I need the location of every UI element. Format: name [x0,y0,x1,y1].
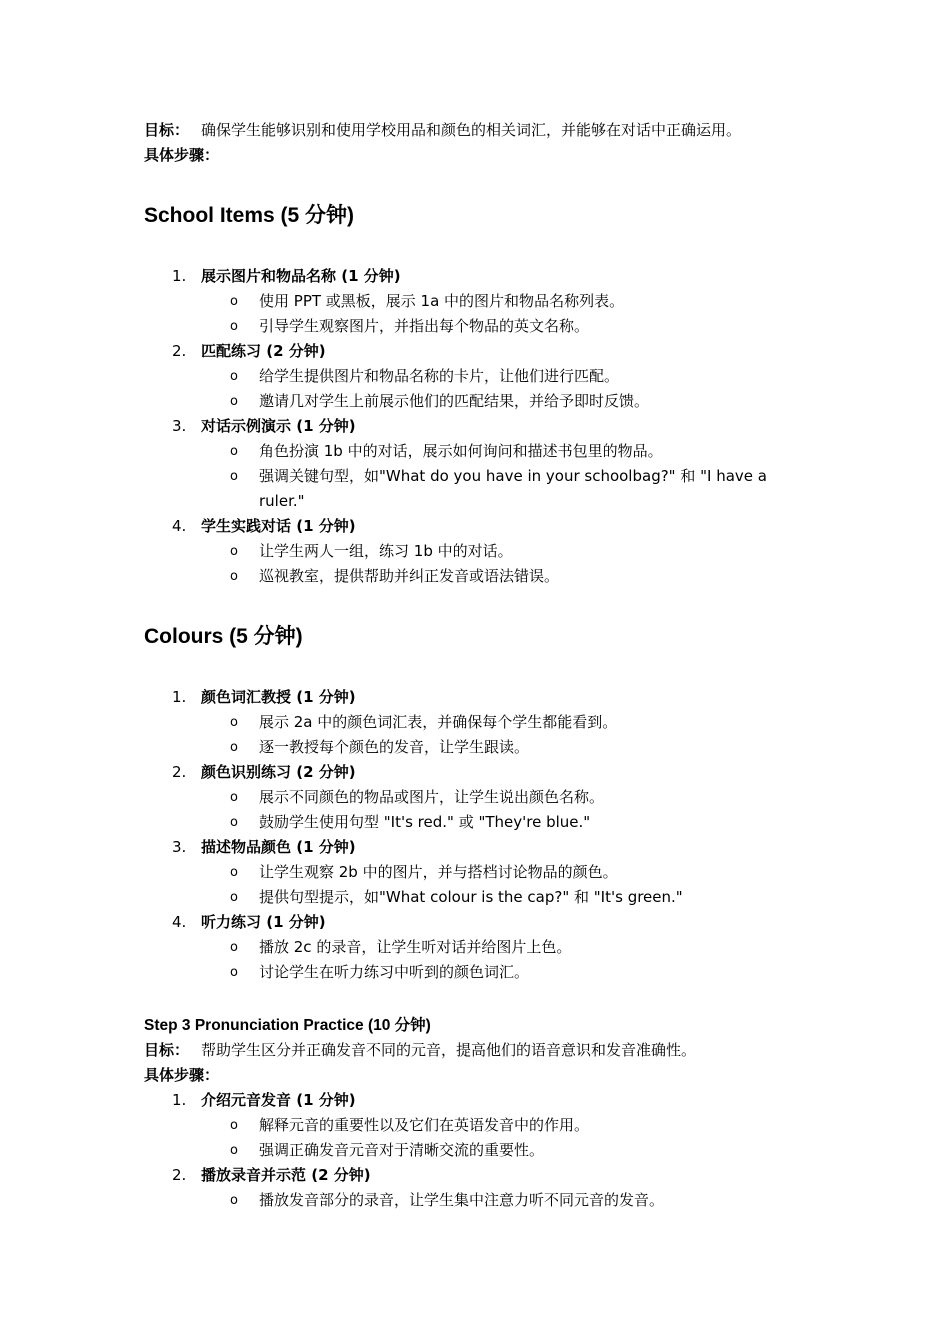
list-item [144,514,809,589]
step3-heading: Step 3 Pronunciation Practice (10 分钟) [144,1017,431,1034]
item-title: 描述物品颜色 (1 分钟) [201,838,356,856]
sub-item-text: 展示 2a 中的颜色词汇表，并确保每个学生都能看到。 [259,713,618,731]
sub-list-item [144,710,809,735]
step3-list [144,1088,809,1213]
sub-list-item [144,960,809,985]
sub-list-item [144,885,809,910]
item-number: 1. [172,267,187,285]
section-heading-school-items: School Items (5 分钟) [144,204,355,227]
list-item [144,835,809,910]
section-heading-colours: Colours (5 分钟) [144,625,303,648]
goal-label: 目标： [144,1041,190,1059]
sub-item-text: 引导学生观察图片，并指出每个物品的英文名称。 [259,317,590,335]
step3-goal [144,1038,809,1063]
steps-label: 具体步骤： [144,146,220,164]
circle-bullet-icon: o [230,790,238,805]
circle-bullet-icon: o [230,1193,238,1208]
colours-list [144,685,809,985]
circle-bullet-icon: o [230,715,238,730]
circle-bullet-icon: o [230,544,238,559]
list-item [144,685,809,760]
sub-item-text: 让学生观察 2b 中的图片，并与搭档讨论物品的颜色。 [259,863,618,881]
sub-item-text: 给学生提供图片和物品名称的卡片，让他们进行匹配。 [259,367,620,385]
item-title: 颜色识别练习 (2 分钟) [201,763,356,781]
school-items-list [144,264,809,589]
goal-text: 确保学生能够识别和使用学校用品和颜色的相关词汇，并能够在对话中正确运用。 [201,121,742,139]
list-item [144,910,809,985]
sub-item-text: 巡视教室，提供帮助并纠正发音或语法错误。 [259,567,560,585]
sub-list-item [144,464,809,514]
item-title: 匹配练习 (2 分钟) [201,342,326,360]
list-item [144,1088,809,1163]
steps-label: 具体步骤： [144,1066,220,1084]
item-title: 播放录音并示范 (2 分钟) [201,1166,371,1184]
item-title: 听力练习 (1 分钟) [201,913,326,931]
item-number: 4. [172,913,187,931]
sub-list-item [144,1113,809,1138]
circle-bullet-icon: o [230,965,238,980]
sub-list-item [144,389,809,414]
item-number: 2. [172,763,187,781]
sub-list-item [144,564,809,589]
item-title: 介绍元音发音 (1 分钟) [201,1091,356,1109]
sub-list-item [144,935,809,960]
circle-bullet-icon: o [230,1118,238,1133]
circle-bullet-icon: o [230,294,238,309]
sub-item-text: 使用 PPT 或黑板，展示 1a 中的图片和物品名称列表。 [259,292,625,310]
item-number: 1. [172,1091,187,1109]
sub-item-text: 提供句型提示，如"What colour is the cap?" 和 "It's green." [259,888,683,906]
list-item [144,339,809,414]
sub-item-text: 展示不同颜色的物品或图片，让学生说出颜色名称。 [259,788,605,806]
circle-bullet-icon: o [230,444,238,459]
sub-item-text: 鼓励学生使用句型 "It's red." 或 "They're blue." [259,813,591,831]
sub-item-text: 播放 2c 的录音，让学生听对话并给图片上色。 [259,938,572,956]
circle-bullet-icon: o [230,394,238,409]
sub-list-item [144,539,809,564]
sub-list-item [144,314,809,339]
circle-bullet-icon: o [230,569,238,584]
item-number: 3. [172,838,187,856]
circle-bullet-icon: o [230,469,238,484]
intro-goal [144,118,809,143]
sub-item-text: 逐一教授每个颜色的发音，让学生跟读。 [259,738,530,756]
sub-item-text: 让学生两人一组，练习 1b 中的对话。 [259,542,513,560]
item-number: 2. [172,342,187,360]
circle-bullet-icon: o [230,940,238,955]
sub-list-item [144,1138,809,1163]
sub-list-item [144,289,809,314]
sub-list-item [144,860,809,885]
goal-text: 帮助学生区分并正确发音不同的元音，提高他们的语音意识和发音准确性。 [201,1041,697,1059]
goal-label: 目标： [144,121,190,139]
item-number: 3. [172,417,187,435]
sub-item-text: 角色扮演 1b 中的对话，展示如何询问和描述书包里的物品。 [259,442,663,460]
sub-list-item [144,785,809,810]
list-item [144,264,809,339]
circle-bullet-icon: o [230,740,238,755]
sub-list-item [144,735,809,760]
item-number: 4. [172,517,187,535]
list-item [144,414,809,514]
item-number: 2. [172,1166,187,1184]
item-title: 颜色词汇教授 (1 分钟) [201,688,356,706]
sub-item-text: 讨论学生在听力练习中听到的颜色词汇。 [259,963,530,981]
sub-list-item [144,364,809,389]
circle-bullet-icon: o [230,890,238,905]
sub-item-text: 强调关键句型，如"What do you have in your schoolbag?" 和 "I have a ruler." [259,467,767,510]
circle-bullet-icon: o [230,369,238,384]
circle-bullet-icon: o [230,815,238,830]
sub-item-text: 强调正确发音元音对于清晰交流的重要性。 [259,1141,545,1159]
circle-bullet-icon: o [230,1143,238,1158]
sub-item-text: 解释元音的重要性以及它们在英语发音中的作用。 [259,1116,590,1134]
sub-item-text: 播放发音部分的录音，让学生集中注意力听不同元音的发音。 [259,1191,665,1209]
list-item [144,760,809,835]
document-page [144,118,809,1213]
sub-list-item [144,810,809,835]
item-number: 1. [172,688,187,706]
circle-bullet-icon: o [230,319,238,334]
item-title: 学生实践对话 (1 分钟) [201,517,356,535]
list-item [144,1163,809,1213]
item-title: 对话示例演示 (1 分钟) [201,417,356,435]
item-title: 展示图片和物品名称 (1 分钟) [201,267,401,285]
sub-list-item [144,439,809,464]
sub-item-text: 邀请几对学生上前展示他们的匹配结果，并给予即时反馈。 [259,392,650,410]
circle-bullet-icon: o [230,865,238,880]
sub-list-item [144,1188,809,1213]
